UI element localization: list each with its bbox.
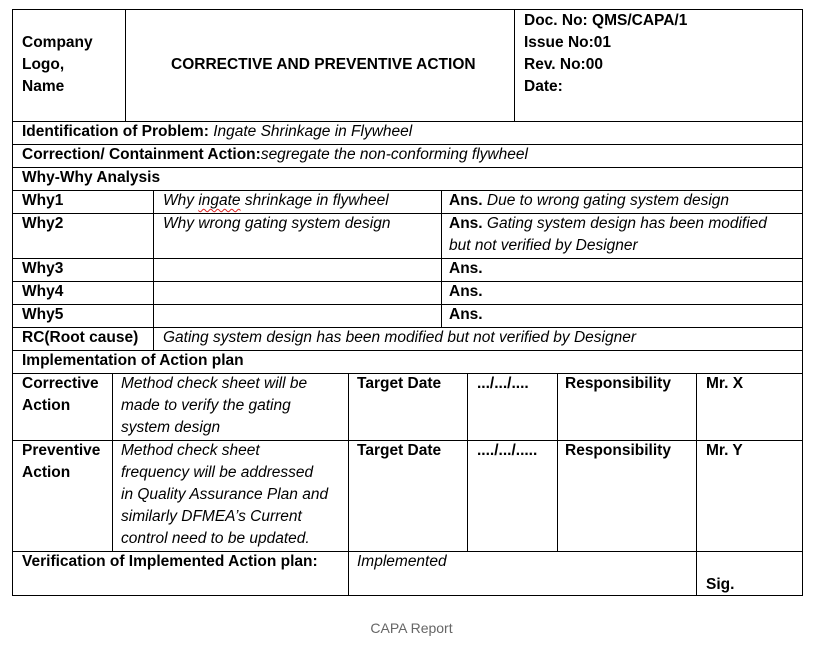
company-line-3: Name [22, 78, 65, 95]
preventive-desc-1: Method check sheet [121, 442, 260, 459]
corrective-label-2: Action [22, 397, 71, 414]
why-divider-1 [153, 190, 154, 327]
date-label: Date: [524, 78, 563, 95]
impl-divider-1 [112, 373, 113, 551]
header-divider-1 [125, 9, 126, 121]
corrective-responsibility-label: Responsibility [565, 375, 671, 392]
correction-value: segregate the non-conforming flywheel [260, 146, 528, 163]
signature-label: Sig. [706, 576, 735, 593]
impl-divider-4 [557, 373, 558, 551]
row-line [12, 304, 803, 305]
rc-divider [153, 327, 154, 350]
why1-question-post: shrinkage in flywheel [240, 192, 389, 209]
why2-label: Why2 [22, 215, 64, 232]
corrective-target-date: .../.../.... [477, 375, 529, 392]
preventive-desc-4: similarly DFMEA’s Current [121, 508, 302, 525]
impl-divider-2 [348, 373, 349, 596]
preventive-label-2: Action [22, 464, 71, 481]
verification-value: Implemented [357, 553, 447, 570]
why-why-heading: Why-Why Analysis [22, 169, 161, 186]
corrective-target-label: Target Date [357, 375, 442, 392]
correction-label: Correction/ Containment Action: [22, 146, 261, 163]
preventive-label-1: Preventive [22, 442, 101, 459]
why1-question-pre: Why [163, 192, 199, 209]
why1-answer-text: Due to wrong gating system design [486, 192, 730, 209]
capa-form [12, 9, 803, 596]
corrective-desc-2: made to verify the gating [121, 397, 291, 414]
preventive-desc-5: control need to be updated. [121, 530, 310, 547]
row-line [12, 281, 803, 282]
why4-label: Why4 [22, 283, 64, 300]
why3-ans-label: Ans. [449, 260, 483, 277]
implementation-heading: Implementation of Action plan [22, 352, 244, 369]
why1-question [163, 190, 389, 212]
row-line [12, 258, 803, 259]
root-cause-value: Gating system design has been modified but not verified by Designer [163, 329, 637, 346]
preventive-responsibility-label: Responsibility [565, 442, 671, 459]
verification-label: Verification of Implemented Action plan: [22, 553, 318, 570]
why5-label: Why5 [22, 306, 64, 323]
why3-label: Why3 [22, 260, 64, 277]
ans-label: Ans. [449, 192, 483, 209]
border-bottom [12, 595, 803, 596]
corrective-label-1: Corrective [22, 375, 99, 392]
why-divider-2 [441, 190, 442, 327]
why2-question: Why wrong gating system design [163, 215, 391, 232]
problem-value: Ingate Shrinkage in Flywheel [213, 123, 413, 140]
company-line-2: Logo, [22, 56, 65, 73]
why1-label: Why1 [22, 192, 64, 209]
company-line-1: Company [22, 34, 93, 51]
why5-ans-label: Ans. [449, 306, 483, 323]
root-cause-label: RC(Root cause) [22, 329, 139, 346]
preventive-person: Mr. Y [706, 442, 743, 459]
impl-divider-5 [696, 373, 697, 596]
preventive-desc-2: frequency will be addressed [121, 464, 314, 481]
preventive-desc-3: in Quality Assurance Plan and [121, 486, 329, 503]
form-title: CORRECTIVE AND PREVENTIVE ACTION [171, 56, 476, 73]
why2-answer-line2: but not verified by Designer [449, 237, 638, 254]
preventive-target-date: ..../.../..... [477, 442, 538, 459]
preventive-target-label: Target Date [357, 442, 442, 459]
border-right [802, 9, 803, 596]
corrective-person: Mr. X [706, 375, 744, 392]
corrective-desc-1: Method check sheet will be [121, 375, 308, 392]
corrective-desc-3: system design [121, 419, 221, 436]
border-left [12, 9, 13, 596]
correction-row [22, 144, 528, 166]
issue-number: Issue No:01 [524, 34, 612, 51]
doc-number: Doc. No: QMS/CAPA/1 [524, 12, 688, 29]
impl-divider-3 [467, 373, 468, 551]
header-divider-2 [514, 9, 515, 121]
why2-answer [449, 213, 767, 235]
figure-caption: CAPA Report [370, 620, 453, 636]
why2-answer-line1: Gating system design has been modified [486, 215, 767, 232]
problem-row [22, 121, 412, 143]
why1-question-word: ingate [198, 192, 241, 209]
problem-label: Identification of Problem: [22, 123, 209, 140]
why4-ans-label: Ans. [449, 283, 483, 300]
why1-answer [449, 190, 729, 212]
ans-label: Ans. [449, 215, 483, 232]
revision-number: Rev. No:00 [524, 56, 603, 73]
